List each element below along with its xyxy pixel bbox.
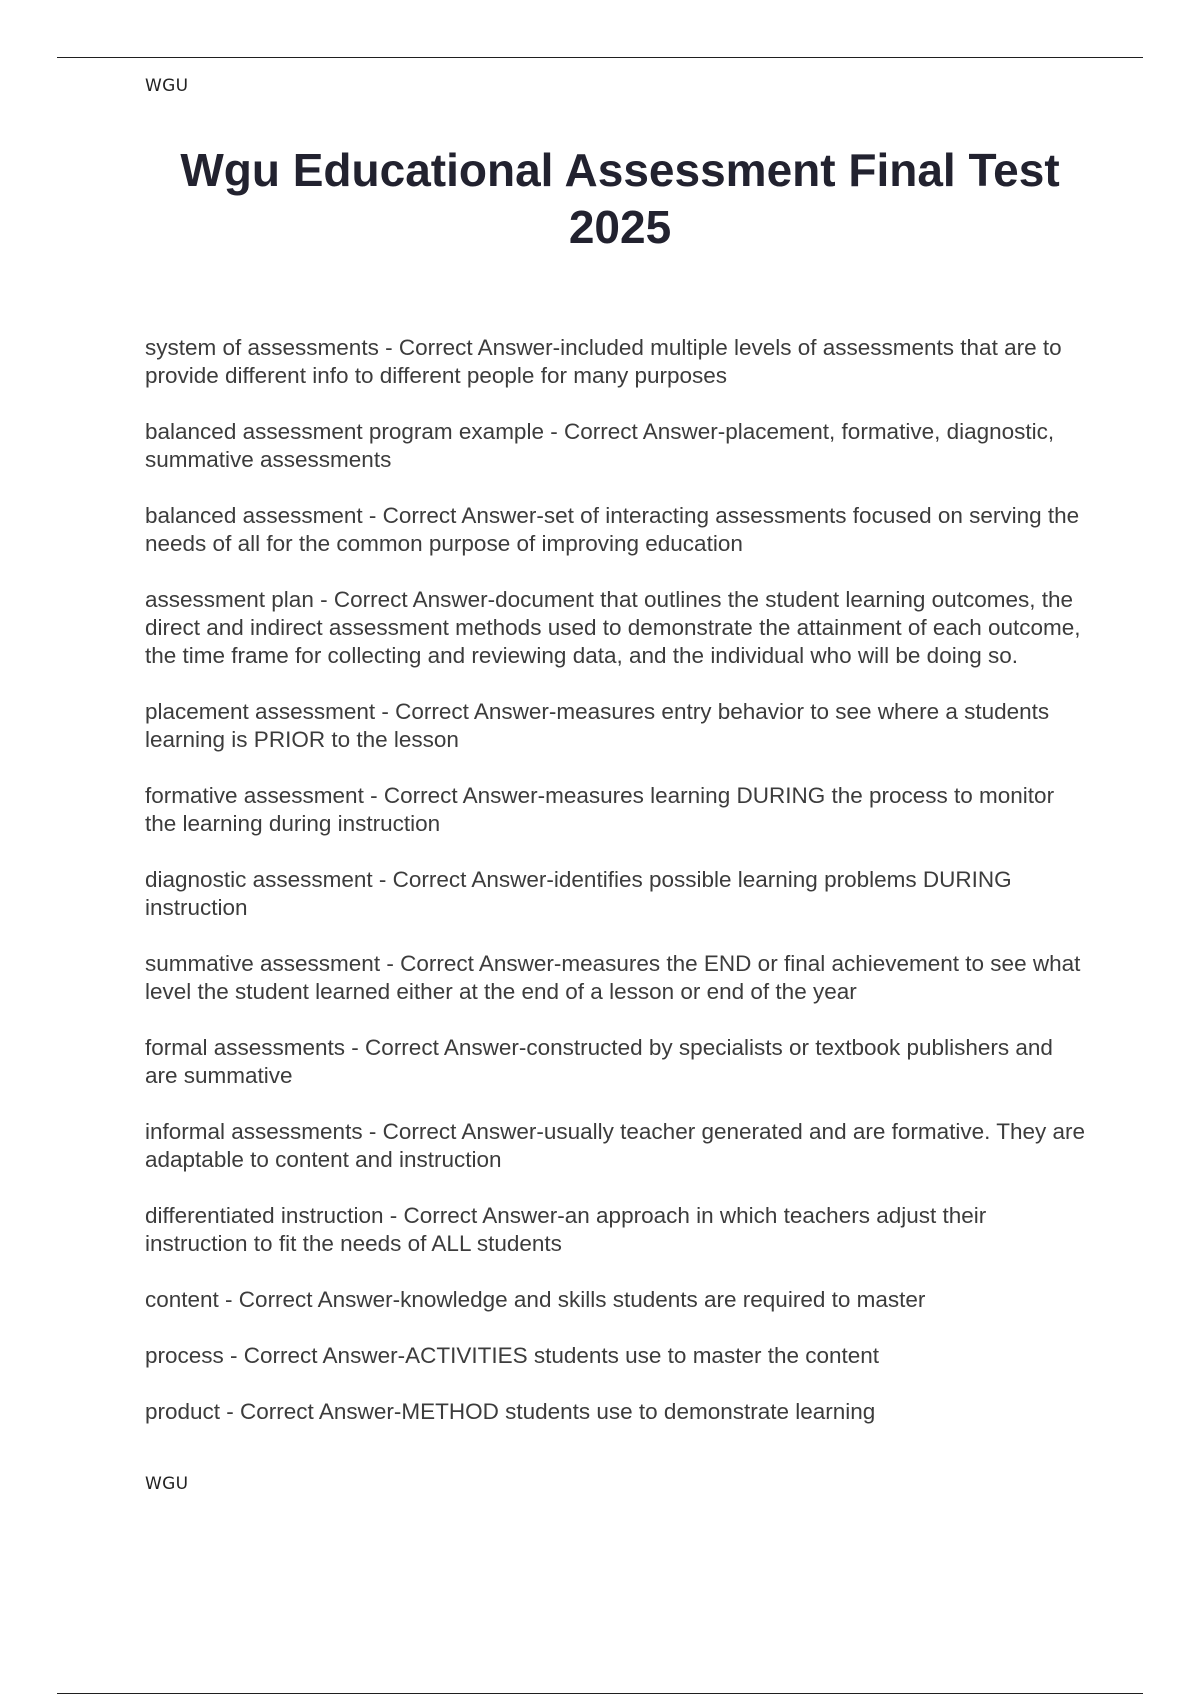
page-title: Wgu Educational Assessment Final Test 2025 — [180, 144, 1060, 253]
bottom-divider — [57, 1693, 1143, 1694]
qa-item: differentiated instruction - Correct Answer-an approach in which teachers adjust their instruction to fit the needs of ALL students — [145, 1203, 987, 1256]
qa-item: diagnostic assessment - Correct Answer-identifies possible learning problems DURING instruction — [145, 867, 1012, 920]
qa-item: balanced assessment program example - Correct Answer-placement, formative, diagnostic, summative assessments — [145, 419, 1055, 472]
qa-item: formative assessment - Correct Answer-measures learning DURING the process to monitor the learning during instruction — [145, 783, 1055, 836]
top-divider — [57, 57, 1143, 58]
qa-item: formal assessments - Correct Answer-constructed by specialists or textbook publishers and are summative — [145, 1035, 1053, 1088]
qa-item: product - Correct Answer-METHOD students use to demonstrate learning — [145, 1399, 876, 1424]
qa-item: system of assessments - Correct Answer-included multiple levels of assessments that are to provide different info to different people for many purposes — [145, 335, 1062, 388]
qa-item: assessment plan - Correct Answer-document that outlines the student learning outcomes, the direct and indirect assessment methods used to demonstrate the attainment of each outcome, the time frame for collecting and reviewing data, and the individual who will be doing so. — [145, 587, 1081, 668]
qa-list — [145, 334, 1090, 1454]
footer-label: WGU — [145, 1474, 189, 1494]
qa-item: placement assessment - Correct Answer-measures entry behavior to see where a students learning is PRIOR to the lesson — [145, 699, 1050, 752]
qa-item: content - Correct Answer-knowledge and skills students are required to master — [145, 1287, 926, 1312]
qa-item: summative assessment - Correct Answer-measures the END or final achievement to see what level the student learned either at the end of a lesson or end of the year — [145, 951, 1081, 1004]
qa-item: process - Correct Answer-ACTIVITIES students use to master the content — [145, 1343, 880, 1368]
qa-item: balanced assessment - Correct Answer-set of interacting assessments focused on serving the needs of all for the common purpose of improving education — [145, 503, 1080, 556]
header-label: WGU — [145, 76, 189, 96]
qa-item: informal assessments - Correct Answer-usually teacher generated and are formative. They are adaptable to content and instruction — [145, 1119, 1086, 1172]
